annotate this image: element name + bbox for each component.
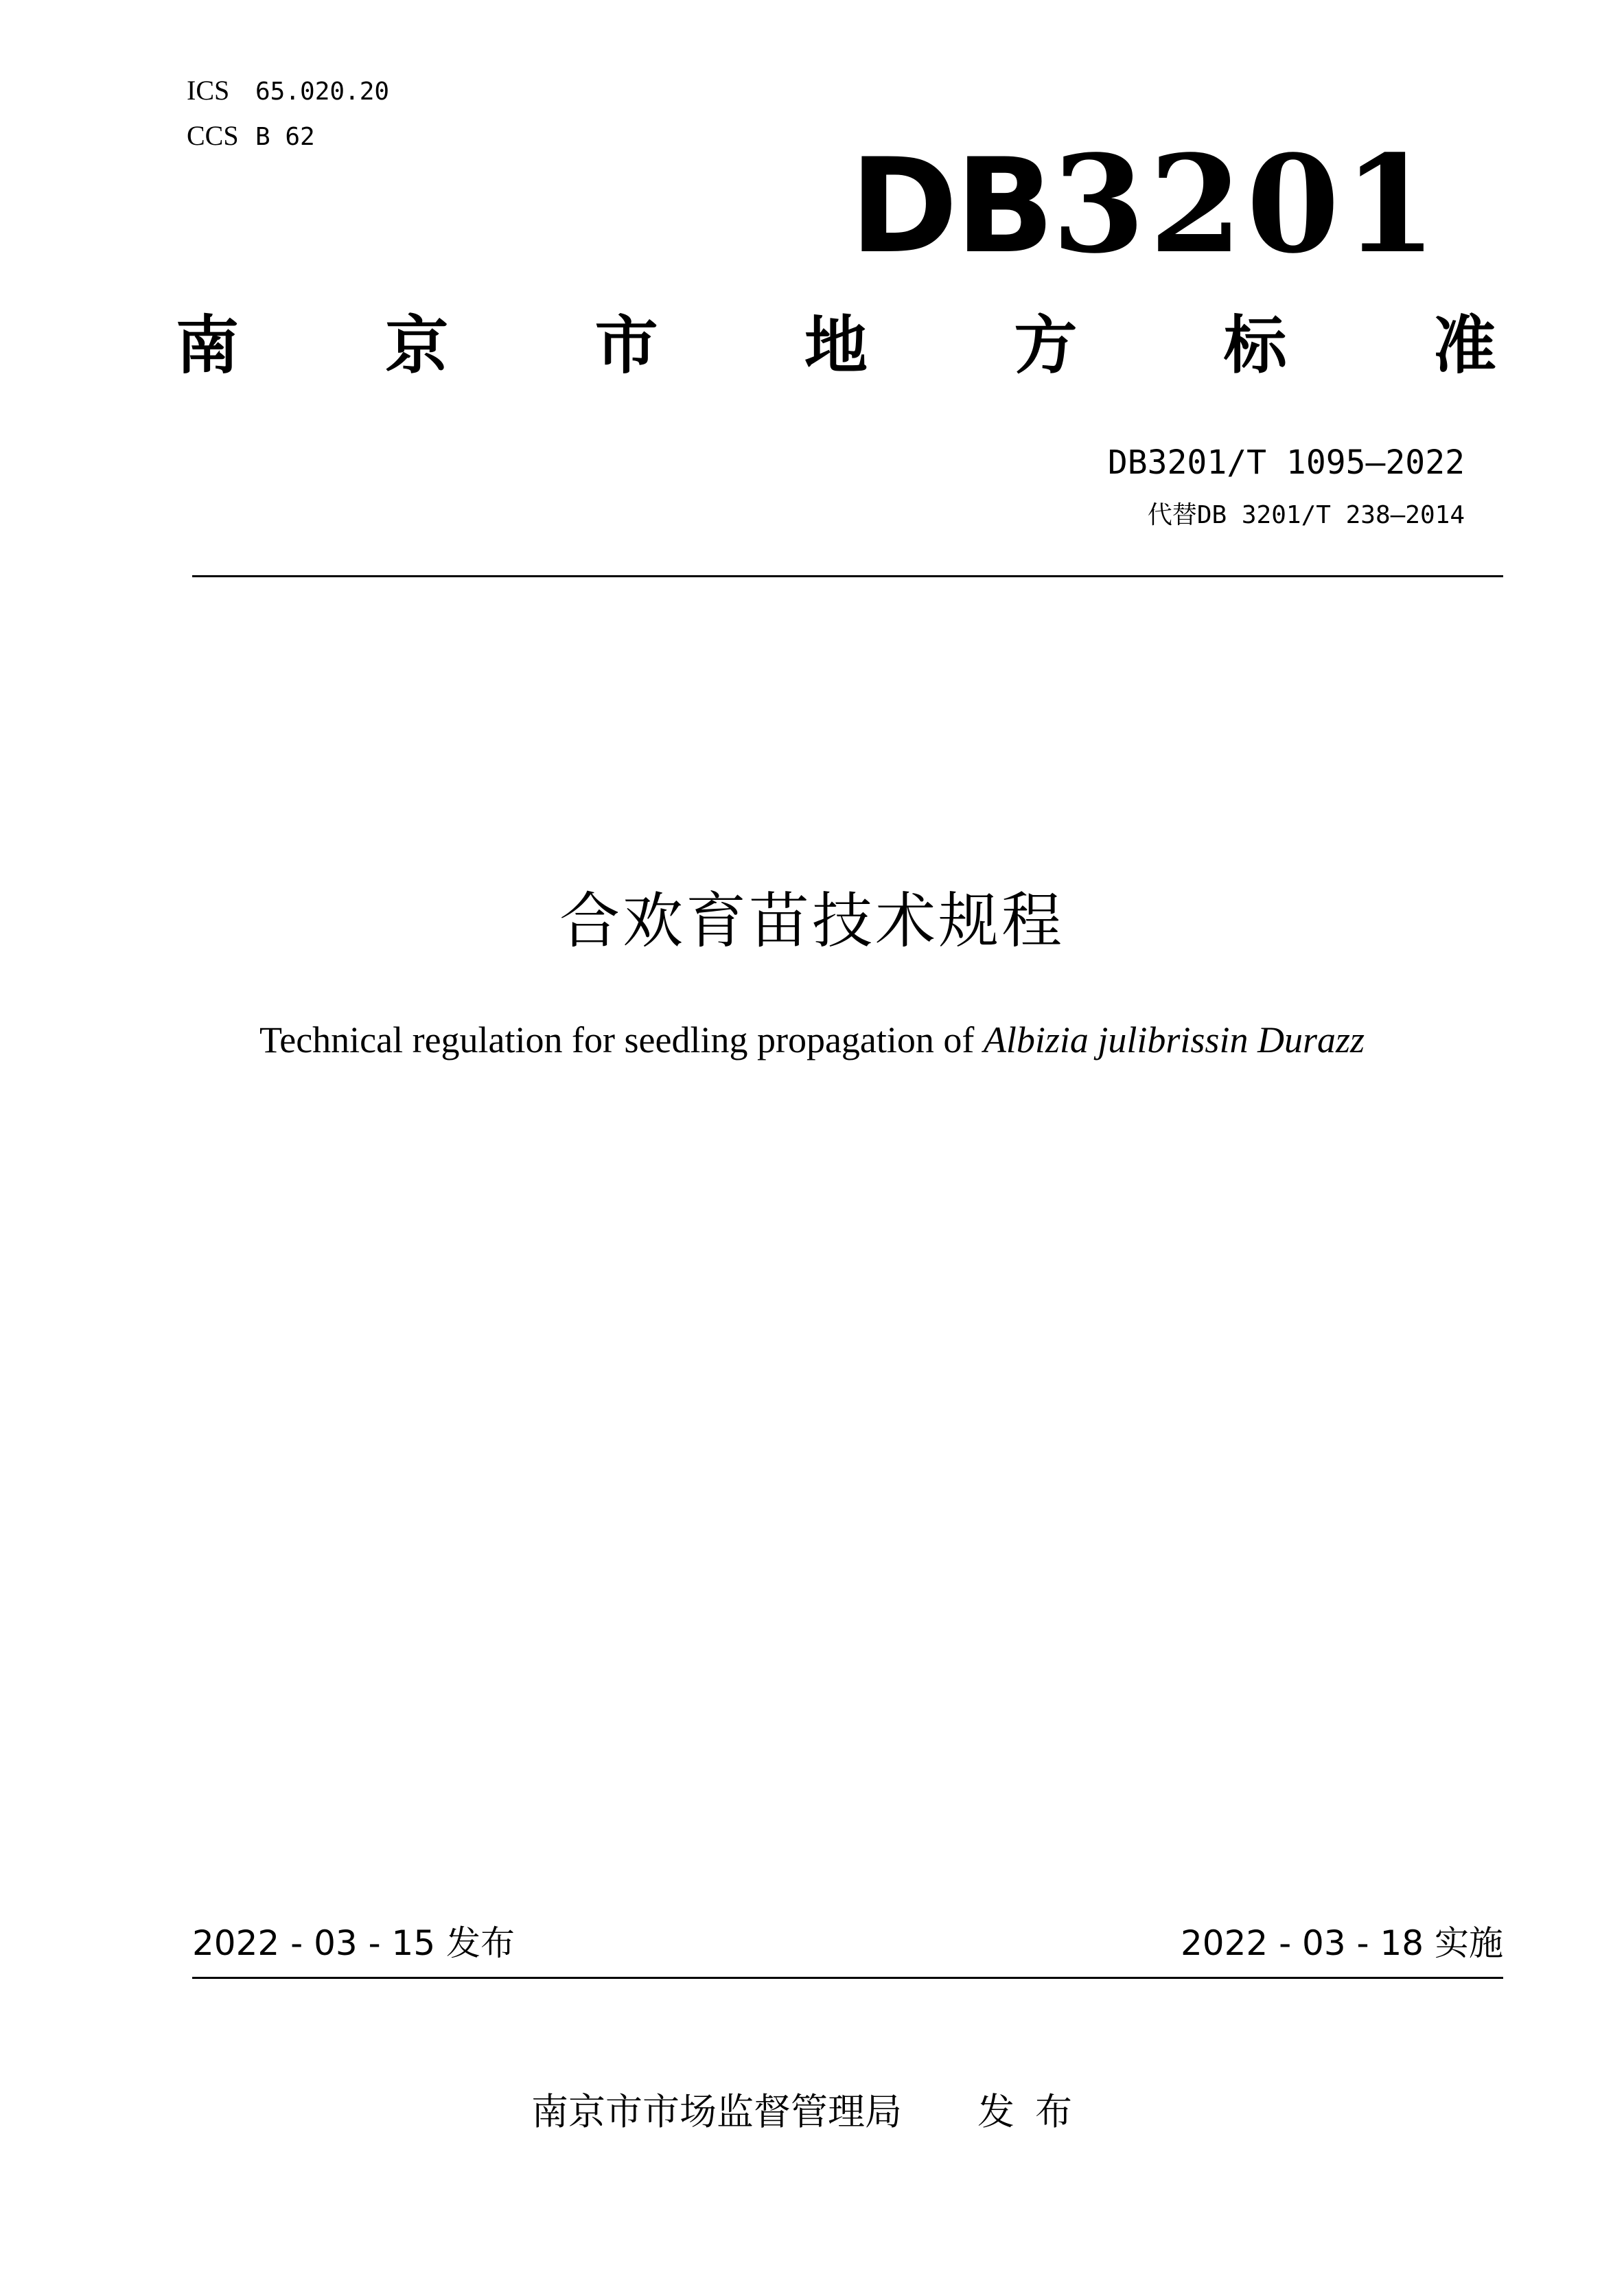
issue-date: 2022 - 03 - 15 发布 [192, 1923, 515, 1963]
title-english-species: Albizia julibrissin Durazz [983, 1019, 1365, 1060]
standard-type-char: 方 [1014, 309, 1078, 382]
title-english-plain: Technical regulation for seedling propagation of [259, 1019, 984, 1060]
standard-type-char: 准 [1432, 309, 1496, 382]
standard-type-char: 南 [176, 309, 240, 382]
ccs-label: CCS [187, 120, 239, 151]
standard-type-char: 地 [804, 309, 868, 382]
standard-number: DB3201/T 1095—2022 [1107, 443, 1465, 482]
replaces-standard: 代替DB 3201/T 238—2014 [1147, 501, 1465, 529]
top-divider [192, 575, 1503, 577]
standard-type-char: 标 [1223, 309, 1287, 382]
standard-type-heading [176, 309, 1496, 382]
ccs-value: B 62 [255, 123, 315, 151]
standard-type-char: 京 [385, 309, 449, 382]
implementation-date: 2022 - 03 - 18 实施 [1180, 1923, 1503, 1963]
ics-code [187, 77, 389, 104]
standard-code-logo [850, 126, 1441, 283]
ics-label: ICS [187, 75, 230, 106]
publisher-line [0, 2090, 1624, 2133]
logo-digits: 3201 [1052, 126, 1441, 283]
publish-verb: 发布 [977, 2090, 1093, 2133]
title-english [0, 1021, 1624, 1058]
logo-prefix: DB [850, 130, 1052, 282]
ics-value: 65.020.20 [255, 78, 390, 106]
ccs-code [187, 122, 315, 150]
standard-type-char: 市 [594, 309, 658, 382]
bottom-divider [192, 1977, 1503, 1979]
publisher-org: 南京市市场监督管理局 [531, 2090, 902, 2133]
title-chinese: 合欢育苗技术规程 [559, 885, 1065, 956]
